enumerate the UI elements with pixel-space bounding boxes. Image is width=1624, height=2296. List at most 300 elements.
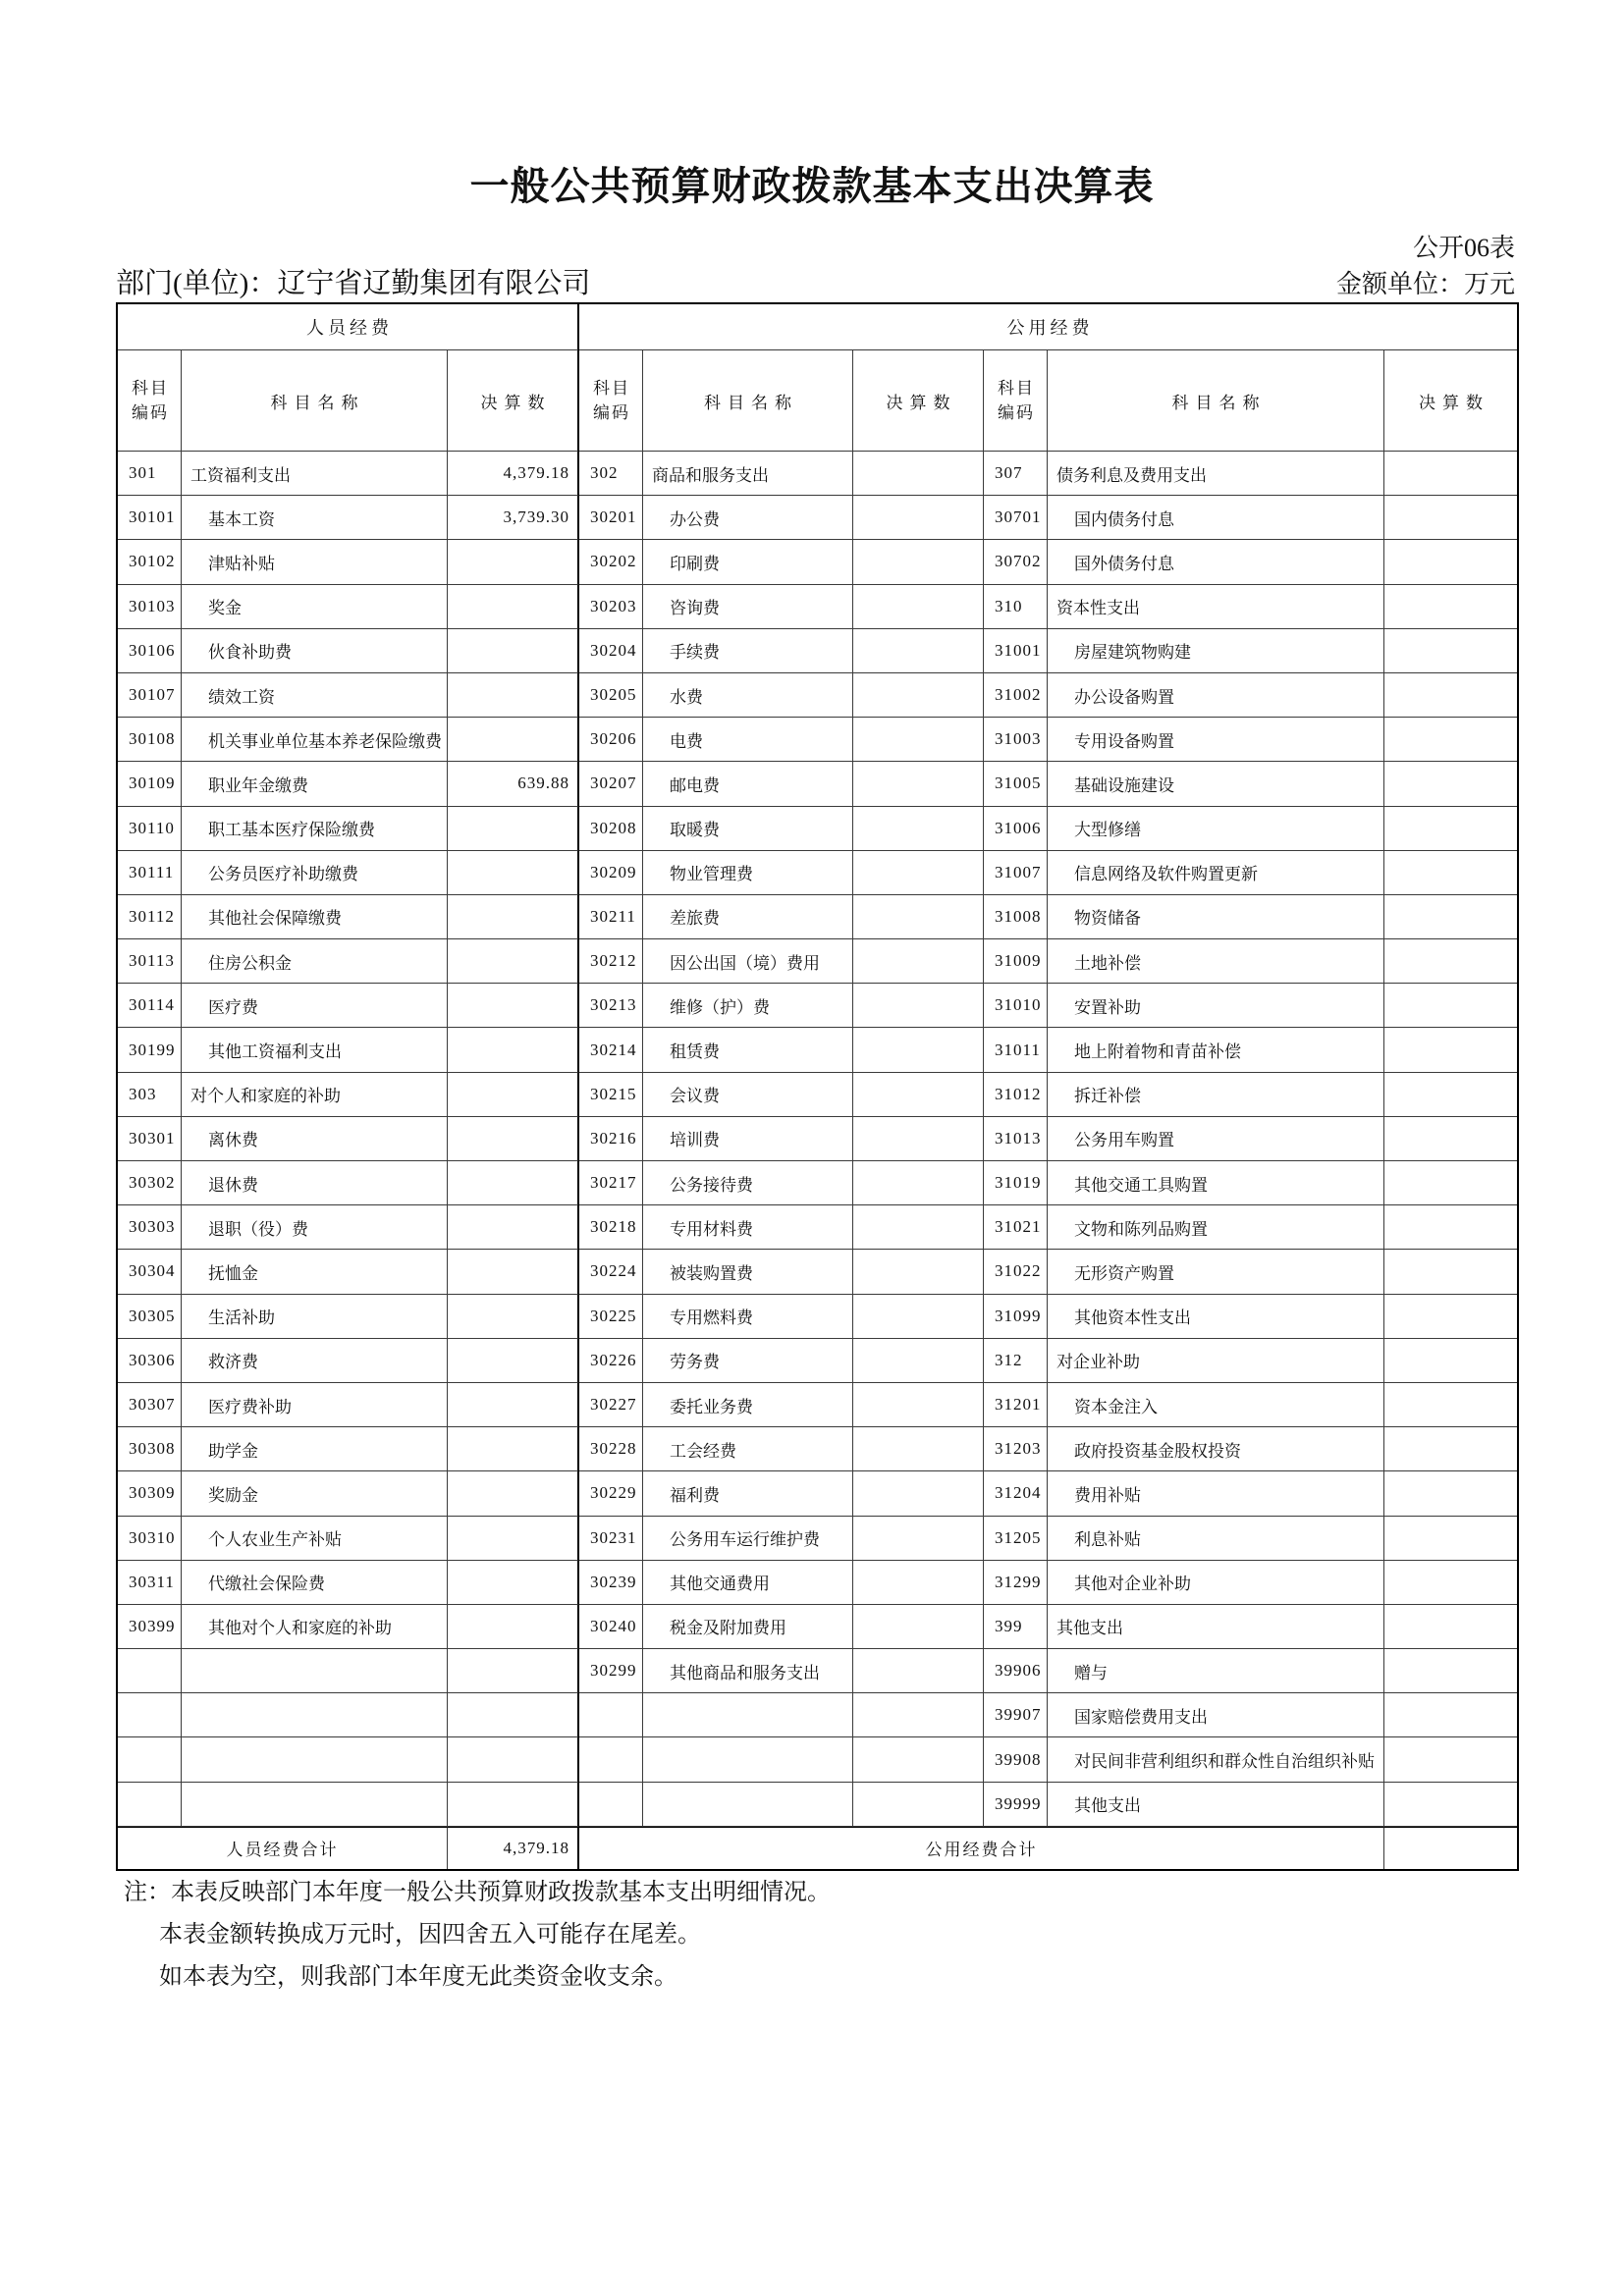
subject-code-cell: 30199	[118, 1028, 182, 1072]
subject-code-cell: 30114	[118, 984, 182, 1028]
subject-code-cell: 30224	[579, 1250, 643, 1294]
subject-code-cell	[118, 1783, 182, 1827]
value-cell: 639.88	[448, 762, 579, 806]
subject-code-cell	[579, 1783, 643, 1827]
subject-name-cell: 其他交通费用	[643, 1561, 853, 1605]
value-cell	[1384, 1783, 1517, 1827]
subject-code-cell: 30213	[579, 984, 643, 1028]
subject-name-cell: 工资福利支出	[182, 452, 448, 496]
value-cell	[853, 1471, 984, 1516]
value-cell	[853, 1339, 984, 1383]
subject-name-cell: 奖励金	[182, 1471, 448, 1516]
subject-code-cell: 30304	[118, 1250, 182, 1294]
value-cell	[853, 673, 984, 718]
value-cell	[853, 1383, 984, 1427]
subject-name-cell: 工会经费	[643, 1427, 853, 1471]
value-cell	[1384, 1737, 1517, 1782]
subject-name-cell: 专用燃料费	[643, 1295, 853, 1339]
subject-name-cell: 退职（役）费	[182, 1205, 448, 1250]
subject-name-cell: 职工基本医疗保险缴费	[182, 807, 448, 851]
col-header-name: 科目名称	[1048, 350, 1384, 452]
subject-code-cell: 30215	[579, 1073, 643, 1117]
subject-name-cell: 会议费	[643, 1073, 853, 1117]
subject-code-cell: 31201	[984, 1383, 1048, 1427]
subject-name-cell: 公务员医疗补助缴费	[182, 851, 448, 895]
footer-personnel-total-label: 人员经费合计	[118, 1827, 448, 1869]
value-cell	[853, 629, 984, 673]
value-cell	[448, 1383, 579, 1427]
subject-name-cell: 委托业务费	[643, 1383, 853, 1427]
subject-code-cell: 301	[118, 452, 182, 496]
subject-code-cell: 30206	[579, 718, 643, 762]
subject-code-cell: 307	[984, 452, 1048, 496]
subject-name-cell: 医疗费	[182, 984, 448, 1028]
subject-code-cell	[579, 1737, 643, 1782]
value-cell	[448, 1737, 579, 1782]
subject-name-cell: 商品和服务支出	[643, 452, 853, 496]
subject-name-cell: 赠与	[1048, 1649, 1384, 1693]
value-cell	[448, 1649, 579, 1693]
subject-code-cell: 31022	[984, 1250, 1048, 1294]
value-cell	[853, 718, 984, 762]
subject-code-cell: 310	[984, 585, 1048, 629]
subject-code-cell: 31005	[984, 762, 1048, 806]
subject-name-cell: 个人农业生产补贴	[182, 1517, 448, 1561]
subject-code-cell: 31203	[984, 1427, 1048, 1471]
value-cell	[853, 496, 984, 540]
subject-code-cell: 31299	[984, 1561, 1048, 1605]
subject-code-cell: 30310	[118, 1517, 182, 1561]
subject-code-cell: 30217	[579, 1161, 643, 1205]
subject-code-cell: 399	[984, 1605, 1048, 1649]
subject-name-cell: 救济费	[182, 1339, 448, 1383]
value-cell	[1384, 1205, 1517, 1250]
subject-name-cell: 资本性支出	[1048, 585, 1384, 629]
subject-code-cell: 30212	[579, 939, 643, 984]
subject-name-cell: 机关事业单位基本养老保险缴费	[182, 718, 448, 762]
subject-code-cell: 30108	[118, 718, 182, 762]
subject-code-cell: 31013	[984, 1117, 1048, 1161]
page-title: 一般公共预算财政拨款基本支出决算表	[469, 165, 1155, 208]
subject-name-cell: 助学金	[182, 1427, 448, 1471]
value-cell	[1384, 673, 1517, 718]
value-cell	[853, 1295, 984, 1339]
notes-block	[124, 1881, 831, 2007]
subject-code-cell: 30239	[579, 1561, 643, 1605]
subject-code-cell: 30203	[579, 585, 643, 629]
subject-name-cell: 安置补助	[1048, 984, 1384, 1028]
subject-code-cell: 30112	[118, 895, 182, 939]
subject-code-cell: 30107	[118, 673, 182, 718]
value-cell	[853, 851, 984, 895]
subject-name-cell: 绩效工资	[182, 673, 448, 718]
value-cell	[853, 452, 984, 496]
subject-code-cell: 30308	[118, 1427, 182, 1471]
subject-name-cell: 其他资本性支出	[1048, 1295, 1384, 1339]
subject-code-cell: 30303	[118, 1205, 182, 1250]
subject-name-cell: 大型修缮	[1048, 807, 1384, 851]
subject-code-cell: 30305	[118, 1295, 182, 1339]
value-cell	[448, 673, 579, 718]
col-header-value: 决算数	[1384, 350, 1517, 452]
subject-code-cell: 302	[579, 452, 643, 496]
subject-code-cell: 30202	[579, 540, 643, 584]
value-cell	[448, 939, 579, 984]
value-cell	[1384, 895, 1517, 939]
subject-code-cell: 30229	[579, 1471, 643, 1516]
value-cell	[448, 1427, 579, 1471]
subject-name-cell: 津贴补贴	[182, 540, 448, 584]
subject-name-cell: 基础设施建设	[1048, 762, 1384, 806]
subject-name-cell: 国家赔偿费用支出	[1048, 1693, 1384, 1737]
subject-name-cell: 福利费	[643, 1471, 853, 1516]
value-cell	[853, 1649, 984, 1693]
subject-name-cell: 奖金	[182, 585, 448, 629]
subject-code-cell	[118, 1649, 182, 1693]
subject-code-cell: 30309	[118, 1471, 182, 1516]
subject-name-cell: 物资储备	[1048, 895, 1384, 939]
subject-name-cell: 职业年金缴费	[182, 762, 448, 806]
subject-name-cell: 租赁费	[643, 1028, 853, 1072]
subject-code-cell: 31008	[984, 895, 1048, 939]
subject-name-cell: 地上附着物和青苗补偿	[1048, 1028, 1384, 1072]
subject-name-cell: 退休费	[182, 1161, 448, 1205]
value-cell	[448, 1693, 579, 1737]
subject-code-cell: 30204	[579, 629, 643, 673]
subject-code-cell: 30228	[579, 1427, 643, 1471]
subject-name-cell: 离休费	[182, 1117, 448, 1161]
subject-code-cell: 30225	[579, 1295, 643, 1339]
value-cell	[448, 718, 579, 762]
meta-row	[116, 261, 1515, 301]
col-header-code: 科目编码	[579, 350, 643, 452]
value-cell	[1384, 939, 1517, 984]
subject-name-cell: 政府投资基金股权投资	[1048, 1427, 1384, 1471]
subject-code-cell: 30216	[579, 1117, 643, 1161]
subject-code-cell: 30306	[118, 1339, 182, 1383]
value-cell	[448, 895, 579, 939]
subject-name-cell: 办公设备购置	[1048, 673, 1384, 718]
expense-table	[116, 302, 1519, 1871]
subject-name-cell: 差旅费	[643, 895, 853, 939]
subject-code-cell: 31019	[984, 1161, 1048, 1205]
subject-name-cell	[182, 1649, 448, 1693]
value-cell	[448, 1161, 579, 1205]
subject-name-cell: 因公出国（境）费用	[643, 939, 853, 984]
subject-code-cell: 31021	[984, 1205, 1048, 1250]
value-cell	[853, 1117, 984, 1161]
subject-code-cell: 31006	[984, 807, 1048, 851]
subject-code-cell: 312	[984, 1339, 1048, 1383]
subject-name-cell: 物业管理费	[643, 851, 853, 895]
value-cell	[853, 1205, 984, 1250]
subject-name-cell: 拆迁补偿	[1048, 1073, 1384, 1117]
col-header-value: 决算数	[853, 350, 984, 452]
subject-name-cell: 国内债务付息	[1048, 496, 1384, 540]
subject-name-cell: 伙食补助费	[182, 629, 448, 673]
subject-name-cell: 其他对个人和家庭的补助	[182, 1605, 448, 1649]
subject-code-cell: 30218	[579, 1205, 643, 1250]
subject-code-cell: 30301	[118, 1117, 182, 1161]
value-cell	[448, 1561, 579, 1605]
subject-name-cell: 其他工资福利支出	[182, 1028, 448, 1072]
subject-name-cell: 其他对企业补助	[1048, 1561, 1384, 1605]
subject-name-cell: 费用补贴	[1048, 1471, 1384, 1516]
subject-code-cell	[118, 1737, 182, 1782]
subject-code-cell: 30102	[118, 540, 182, 584]
subject-name-cell: 专用材料费	[643, 1205, 853, 1250]
subject-name-cell	[643, 1783, 853, 1827]
subject-code-cell: 30701	[984, 496, 1048, 540]
value-cell	[853, 939, 984, 984]
subject-name-cell: 资本金注入	[1048, 1383, 1384, 1427]
subject-name-cell: 信息网络及软件购置更新	[1048, 851, 1384, 895]
value-cell	[448, 807, 579, 851]
subject-name-cell: 利息补贴	[1048, 1517, 1384, 1561]
subject-name-cell: 邮电费	[643, 762, 853, 806]
value-cell	[1384, 496, 1517, 540]
subject-name-cell: 其他交通工具购置	[1048, 1161, 1384, 1205]
value-cell: 4,379.18	[448, 452, 579, 496]
subject-code-cell	[579, 1693, 643, 1737]
subject-code-cell: 30201	[579, 496, 643, 540]
subject-name-cell: 其他社会保障缴费	[182, 895, 448, 939]
subject-code-cell: 303	[118, 1073, 182, 1117]
value-cell	[853, 1028, 984, 1072]
subject-code-cell: 39906	[984, 1649, 1048, 1693]
subject-code-cell: 30209	[579, 851, 643, 895]
subject-name-cell: 土地补偿	[1048, 939, 1384, 984]
value-cell	[1384, 984, 1517, 1028]
subject-name-cell: 生活补助	[182, 1295, 448, 1339]
value-cell	[1384, 1339, 1517, 1383]
department-label: 部门(单位)：辽宁省辽勤集团有限公司	[116, 268, 591, 299]
subject-code-cell: 30226	[579, 1339, 643, 1383]
value-cell	[1384, 452, 1517, 496]
value-cell	[1384, 1427, 1517, 1471]
group-header-personnel: 人员经费	[118, 304, 579, 350]
value-cell	[448, 1117, 579, 1161]
subject-name-cell: 代缴社会保险费	[182, 1561, 448, 1605]
value-cell	[448, 1205, 579, 1250]
value-cell	[1384, 1161, 1517, 1205]
footer-public-total-label: 公用经费合计	[579, 1827, 1384, 1869]
value-cell	[853, 1783, 984, 1827]
value-cell	[853, 1517, 984, 1561]
value-cell	[1384, 718, 1517, 762]
value-cell	[448, 1250, 579, 1294]
subject-code-cell: 30231	[579, 1517, 643, 1561]
subject-name-cell: 办公费	[643, 496, 853, 540]
value-cell: 3,739.30	[448, 496, 579, 540]
subject-name-cell: 培训费	[643, 1117, 853, 1161]
subject-name-cell: 房屋建筑物购建	[1048, 629, 1384, 673]
subject-code-cell: 30101	[118, 496, 182, 540]
col-header-name: 科目名称	[182, 350, 448, 452]
subject-name-cell: 文物和陈列品购置	[1048, 1205, 1384, 1250]
value-cell	[1384, 762, 1517, 806]
subject-code-cell: 31001	[984, 629, 1048, 673]
subject-name-cell: 取暖费	[643, 807, 853, 851]
value-cell	[448, 851, 579, 895]
note-line: 本表金额转换成万元时，因四舍五入可能存在尾差。	[159, 1922, 701, 1948]
subject-code-cell: 30205	[579, 673, 643, 718]
value-cell	[1384, 1295, 1517, 1339]
subject-name-cell: 专用设备购置	[1048, 718, 1384, 762]
subject-code-cell: 31002	[984, 673, 1048, 718]
subject-code-cell: 30211	[579, 895, 643, 939]
col-header-value: 决算数	[448, 350, 579, 452]
unit-label: 金额单位：万元	[1335, 270, 1515, 298]
value-cell	[853, 1693, 984, 1737]
subject-code-cell: 39907	[984, 1693, 1048, 1737]
subject-name-cell: 无形资产购置	[1048, 1250, 1384, 1294]
group-header-public: 公用经费	[579, 304, 1517, 350]
subject-name-cell: 国外债务付息	[1048, 540, 1384, 584]
subject-code-cell: 30110	[118, 807, 182, 851]
col-header-name: 科目名称	[643, 350, 853, 452]
subject-name-cell: 抚恤金	[182, 1250, 448, 1294]
subject-code-cell: 30299	[579, 1649, 643, 1693]
value-cell	[1384, 1383, 1517, 1427]
value-cell	[448, 1073, 579, 1117]
subject-name-cell: 税金及附加费用	[643, 1605, 853, 1649]
value-cell	[448, 585, 579, 629]
value-cell	[448, 1339, 579, 1383]
subject-code-cell: 30113	[118, 939, 182, 984]
value-cell	[448, 984, 579, 1028]
note-line: 注：本表反映部门本年度一般公共预算财政拨款基本支出明细情况。	[124, 1880, 831, 1905]
subject-name-cell	[182, 1693, 448, 1737]
footer-personnel-total-value: 4,379.18	[448, 1827, 579, 1869]
col-header-code: 科目编码	[984, 350, 1048, 452]
value-cell	[853, 1737, 984, 1782]
subject-code-cell: 30109	[118, 762, 182, 806]
value-cell	[853, 1161, 984, 1205]
value-cell	[853, 807, 984, 851]
table-code-label: 公开06表	[1412, 234, 1515, 262]
value-cell	[1384, 1561, 1517, 1605]
value-cell	[448, 1783, 579, 1827]
subject-code-cell: 30240	[579, 1605, 643, 1649]
subject-code-cell	[118, 1693, 182, 1737]
value-cell	[1384, 807, 1517, 851]
value-cell	[853, 540, 984, 584]
subject-name-cell: 债务利息及费用支出	[1048, 452, 1384, 496]
value-cell	[1384, 585, 1517, 629]
value-cell	[853, 1605, 984, 1649]
subject-name-cell: 其他支出	[1048, 1605, 1384, 1649]
value-cell	[448, 1605, 579, 1649]
subject-code-cell: 39908	[984, 1737, 1048, 1782]
subject-code-cell: 30214	[579, 1028, 643, 1072]
subject-name-cell: 其他商品和服务支出	[643, 1649, 853, 1693]
value-cell	[1384, 1117, 1517, 1161]
value-cell	[448, 540, 579, 584]
value-cell	[448, 1028, 579, 1072]
subject-code-cell: 31007	[984, 851, 1048, 895]
subject-code-cell: 30702	[984, 540, 1048, 584]
value-cell	[853, 984, 984, 1028]
value-cell	[853, 1427, 984, 1471]
subject-code-cell: 31012	[984, 1073, 1048, 1117]
value-cell	[1384, 1605, 1517, 1649]
subject-name-cell: 公务用车运行维护费	[643, 1517, 853, 1561]
subject-name-cell: 对个人和家庭的补助	[182, 1073, 448, 1117]
subject-code-cell: 30302	[118, 1161, 182, 1205]
subject-name-cell	[182, 1783, 448, 1827]
value-cell	[448, 1517, 579, 1561]
value-cell	[1384, 629, 1517, 673]
value-cell	[853, 762, 984, 806]
subject-code-cell: 30311	[118, 1561, 182, 1605]
subject-code-cell: 30227	[579, 1383, 643, 1427]
subject-name-cell	[182, 1737, 448, 1782]
subject-code-cell: 31009	[984, 939, 1048, 984]
subject-name-cell: 对企业补助	[1048, 1339, 1384, 1383]
subject-name-cell: 医疗费补助	[182, 1383, 448, 1427]
value-cell	[1384, 1649, 1517, 1693]
subject-code-cell: 31099	[984, 1295, 1048, 1339]
subject-code-cell: 30307	[118, 1383, 182, 1427]
subject-code-cell: 31205	[984, 1517, 1048, 1561]
value-cell	[1384, 1250, 1517, 1294]
note-line: 如本表为空，则我部门本年度无此类资金收支余。	[159, 1964, 677, 1990]
value-cell	[1384, 1693, 1517, 1737]
subject-name-cell	[643, 1737, 853, 1782]
subject-code-cell: 31204	[984, 1471, 1048, 1516]
subject-name-cell: 手续费	[643, 629, 853, 673]
value-cell	[853, 1073, 984, 1117]
value-cell	[853, 1250, 984, 1294]
subject-name-cell: 公务接待费	[643, 1161, 853, 1205]
value-cell	[1384, 1471, 1517, 1516]
subject-name-cell: 劳务费	[643, 1339, 853, 1383]
subject-code-cell: 30208	[579, 807, 643, 851]
subject-code-cell: 39999	[984, 1783, 1048, 1827]
subject-name-cell: 对民间非营利组织和群众性自治组织补贴	[1048, 1737, 1384, 1782]
value-cell	[1384, 1028, 1517, 1072]
subject-name-cell: 其他支出	[1048, 1783, 1384, 1827]
subject-name-cell: 公务用车购置	[1048, 1117, 1384, 1161]
footer-public-total-value	[1384, 1827, 1517, 1869]
value-cell	[1384, 1517, 1517, 1561]
subject-code-cell: 30103	[118, 585, 182, 629]
subject-name-cell: 电费	[643, 718, 853, 762]
subject-code-cell: 30106	[118, 629, 182, 673]
subject-name-cell: 基本工资	[182, 496, 448, 540]
value-cell	[448, 1295, 579, 1339]
subject-code-cell: 31010	[984, 984, 1048, 1028]
value-cell	[1384, 1073, 1517, 1117]
value-cell	[1384, 540, 1517, 584]
col-header-code: 科目编码	[118, 350, 182, 452]
subject-name-cell	[643, 1693, 853, 1737]
value-cell	[1384, 851, 1517, 895]
subject-name-cell: 维修（护）费	[643, 984, 853, 1028]
value-cell	[853, 895, 984, 939]
value-cell	[853, 585, 984, 629]
value-cell	[448, 629, 579, 673]
subject-name-cell: 水费	[643, 673, 853, 718]
subject-code-cell: 30111	[118, 851, 182, 895]
subject-name-cell: 咨询费	[643, 585, 853, 629]
subject-code-cell: 31003	[984, 718, 1048, 762]
subject-code-cell: 30207	[579, 762, 643, 806]
value-cell	[448, 1471, 579, 1516]
subject-name-cell: 住房公积金	[182, 939, 448, 984]
subject-code-cell: 31011	[984, 1028, 1048, 1072]
